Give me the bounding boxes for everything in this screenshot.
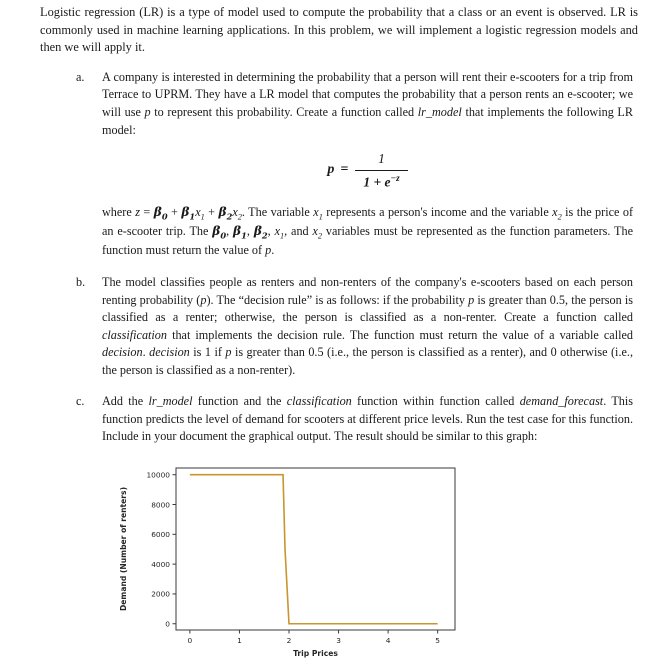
part-a-frag-1: A company is interested in determining the probability that a person will rent their e-scooters for a trip from Terrace to UPRM. They have a LR model that computes the probability that a person rents an e-scooter; we will use [102,69,633,119]
part-a-frag-rest2: is the price of an e-scooter trip. The [102,204,634,239]
part-b-frag-1: The model classifies people as renters and non-renters of the company's e-scooters based on each person renting probability ( [102,274,633,307]
part-a-frag-where: where [102,204,136,219]
part-a-beta2-list: $\beta_2$ [253,224,268,241]
part-a-x2-list: $x_2$ [312,224,323,241]
part-b-frag-2: ). The “decision rule” is as follows: if the probability [206,292,469,307]
part-c-function-name-classification: classification [286,394,352,409]
part-a-beta1: $\beta_1$ [181,204,196,222]
lr-model-equation-block [102,149,633,192]
part-b-marker: b. [76,274,86,289]
part-c-function-name-lr-model: lr_model [148,394,193,409]
part-a-beta2: $\beta_2$ [218,204,233,222]
part-a-marker: a. [76,69,85,84]
y-tick-label: 2000 [151,589,170,599]
part-a-var-p: p [144,104,151,119]
part-b-frag-5: . [142,345,150,360]
part-c-frag-1: Add the [102,394,149,409]
chart-series-demand [190,475,438,624]
equation-equals-sign: = [340,162,349,178]
part-b-frag-3: is greater than 0.5, the person is classified as a renter; otherwise, the person is classified as a non-renter. Create a function called [102,292,634,325]
x-tick-label: 4 [385,636,391,646]
part-a-function-name-lr-model: lr_model [417,104,462,119]
lr-model-equation [327,149,407,192]
part-b-variable-decision-1: decision [102,345,143,360]
part-b-frag-7: is greater than 0.5 (i.e., the person is classified as a renter), and 0 otherwise (i.e., the person is classified as a non-renter). [102,345,633,377]
part-c-frag-4: . This function predicts the level of demand for scooters at different price levels. Run the test case for this function. Include in your document the graphical output. The result should be similar to this graph: [102,394,633,444]
part-a-x1-b: $x_1$ [313,204,323,222]
part-b-function-name-classification: classification [102,327,167,342]
demand-forecast-chart-svg [112,460,472,665]
intro-paragraph: Logistic regression (LR) is a type of model used to compute the probability that a class or an event is observed. LR is commonly used in machine learning applications. In this problem, we will implement a logistic regression models and then we will apply it. [40,5,638,55]
x-tick-label: 2 [286,636,292,646]
part-c-frag-3: function within function called [351,394,520,409]
y-tick-label: 6000 [151,530,170,540]
part-a-var-z: z [135,204,140,219]
part-a-frag-rest3: variables must be represented as the function parameters. The function must return the value of [102,224,633,258]
plot-frame [176,468,455,630]
problem-part-c [70,393,643,446]
part-a-frag-post: . The variable [241,204,314,219]
part-a-frag-rest1: represents a person's income and the variable [322,204,553,219]
part-a-frag-eq: = [139,204,154,219]
problem-part-b [70,274,643,379]
x-tick-label: 0 [187,636,193,646]
part-a-x1-list: $x_1$ [274,224,285,241]
problem-part-a [70,69,643,260]
part-b-variable-decision-2: decision [149,345,190,360]
part-b-var-p1: p [200,292,207,307]
part-a-text-after-equation: where $z = \beta_0 + \beta_1x_1 + \beta_2x_2$. The variable $x_1$ represents a person's income and the variable $x_2$ is the price of an e-scooter trip. The $\beta_0$, $\beta_1$, $\beta_2$, $x_1$, and $x_2$ variables must be represented as the function parameters. The function must return the value of p. [102,204,634,258]
part-a-x2-b: $x_2$ [552,204,562,222]
equation-numerator: 1 [378,151,385,167]
part-a-var-p-end: p [265,243,272,258]
x-tick-label: 5 [435,636,441,646]
part-c-frag-2: function and the [192,394,287,409]
part-a-beta0-list: $\beta_0$ [212,224,227,241]
part-a-frag-end: . [271,243,275,258]
x-tick-label: 1 [237,636,242,646]
part-a-frag-3: that implements the following LR model: [102,104,634,137]
part-b-var-p2: p [468,292,475,307]
part-c-function-name-demand-forecast: demand_forecast [519,394,604,409]
part-b-var-p3: p [225,345,232,360]
part-b-text [102,275,633,377]
x-tick-label: 3 [336,636,341,646]
equation-fraction [355,149,407,192]
y-axis-title: Demand (Number of renters) [119,486,128,612]
y-tick-label: 10000 [146,470,170,480]
demand-forecast-chart [112,460,472,665]
problem-parts-list [40,69,643,446]
y-tick-label: 4000 [151,559,170,569]
part-a-frag-2: to represent this probability. Create a function called [150,104,418,119]
part-a-x2-a: $x_2$ [232,204,242,222]
part-a-x1-a: $x_1$ [195,204,205,222]
y-tick-label: 8000 [151,500,170,510]
equation-denominator: $1 + e^{-z}$ [363,172,400,190]
y-tick-label: 0 [165,619,170,629]
equation-lhs-p: p [327,162,335,178]
part-c-marker: c. [76,394,85,409]
part-a-beta1-list: $\beta_1$ [233,224,247,241]
part-b-frag-4: that implements the decision rule. The function must return the value of a variable called [167,327,633,342]
part-c-text [102,394,633,443]
part-b-frag-6: is 1 if [189,345,226,360]
x-axis-title: Trip Prices [293,649,338,659]
part-a-beta0: $\beta_0$ [153,204,168,222]
part-a-text-before-equation [102,70,633,137]
